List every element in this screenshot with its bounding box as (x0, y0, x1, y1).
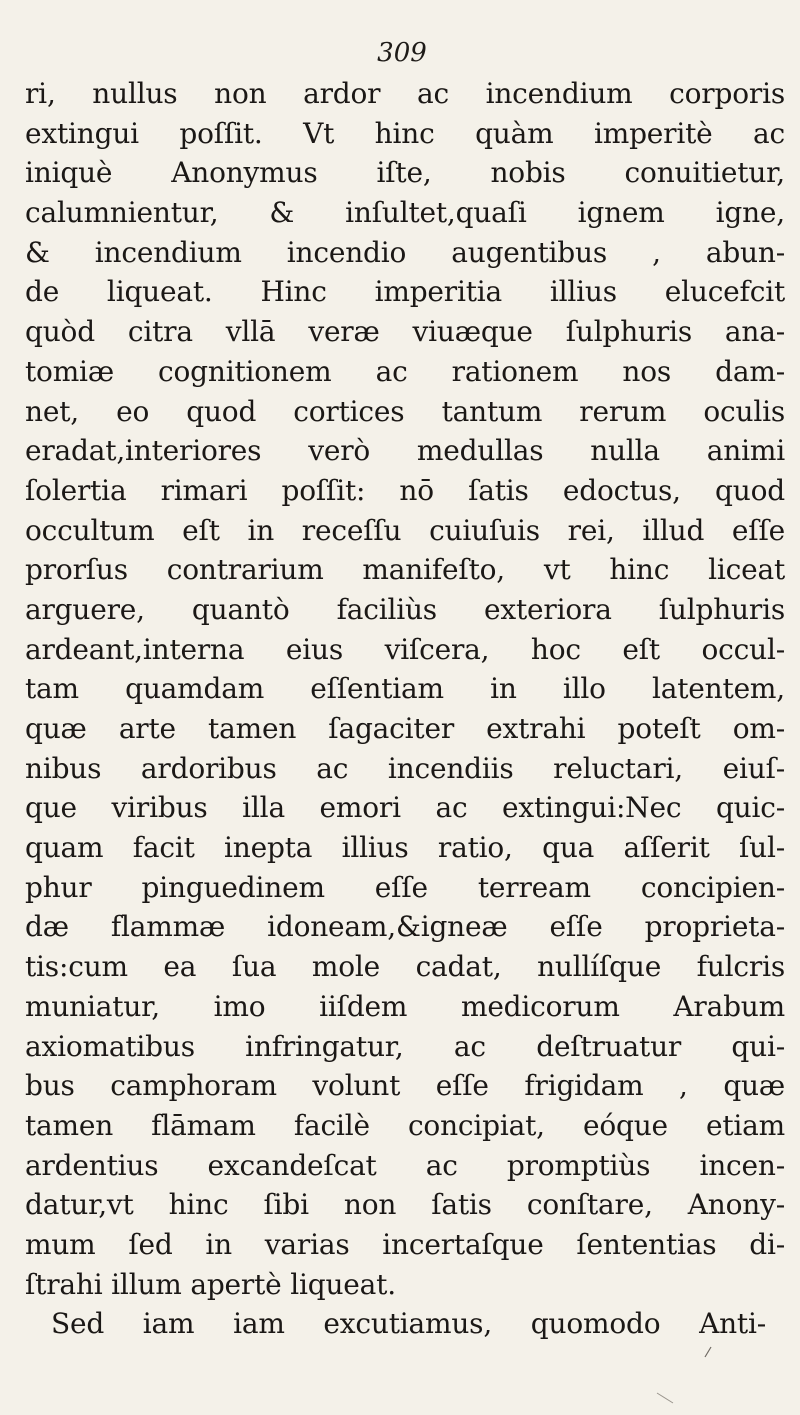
paragraph-start-line: Sed iam iam excutiamus, quomodo Anti- (51, 1307, 766, 1341)
text-line: ſolertia rimari poſſit: nō ſatis edoctus, quod (25, 473, 785, 507)
text-line: & incendium incendio augentibus , abun- (25, 235, 785, 269)
text-line: tis:cum ea ſua mole cadat, nullíſque fulcris (25, 950, 785, 984)
paragraph-end-line: ſtrahi illum apertè liqueat. (25, 1267, 396, 1301)
text-line: quòd citra vllā veræ viuæque ſulphuris ana- (25, 315, 785, 349)
text-line: calumnientur, & inſultet,quaſi ignem igne, (25, 196, 785, 230)
text-line: tamen flāmam facilè concipiat, eóque etiam (25, 1108, 785, 1142)
body-text (25, 74, 785, 1344)
page-number: 309 (377, 38, 427, 68)
text-line: arguere, quantò faciliùs exteriora ſulphuris (25, 592, 785, 626)
text-line: tomiæ cognitionem ac rationem nos dam- (25, 354, 785, 388)
text-line: eradat,interiores verò medullas nulla animi (25, 434, 785, 468)
text-line: iniquè Anonymus iſte, nobis conuitietur, (25, 156, 785, 190)
text-line: ardentius excandeſcat ac promptiùs incen- (25, 1148, 785, 1182)
text-line: ri, nullus non ardor ac incendium corporis (25, 77, 785, 110)
text-line: dæ flammæ idoneam,&igneæ eſſe proprieta- (25, 910, 785, 944)
text-line: ardeant,interna eius viſcera, hoc eſt occul- (25, 632, 785, 666)
text-line: net, eo quod cortices tantum rerum oculis (25, 394, 785, 428)
text-line: quam facit inepta illius ratio, qua aſſerit ſul- (25, 831, 785, 865)
text-line: bus camphoram volunt eſſe frigidam , quæ (25, 1069, 785, 1103)
text-line: extingui poſſit. Vt hinc quàm imperitè ac (25, 116, 785, 150)
text-line: axiomatibus infringatur, ac deſtruatur qui- (25, 1029, 785, 1063)
text-line: quæ arte tamen ſagaciter extrahi poteſt om- (25, 712, 785, 745)
text-line: prorſus contrarium manifeſto, vt hinc liceat (25, 553, 785, 587)
text-line: occultum eſt in receſſu cuiuſuis rei, illud eſſe (25, 513, 785, 547)
text-line: mum ſed in varias incertaſque ſententias di- (25, 1227, 785, 1261)
text-line: que viribus illa emori ac extingui:Nec quic- (25, 791, 785, 825)
text-line: de liqueat. Hinc imperitia illius elucefcit (25, 275, 785, 309)
text-line: tam quamdam eſſentiam in illo latentem, (25, 672, 785, 706)
text-line: muniatur, imo iiſdem medicorum Arabum (25, 989, 785, 1023)
text-line: datur,vt hinc ſibi non ſatis conſtare, Anony- (25, 1188, 785, 1222)
scan-artifact (655, 1345, 715, 1405)
text-line: nibus ardoribus ac incendiis reluctari, eiuſ- (25, 751, 785, 785)
text-line: phur pinguedinem eſſe terream concipien- (25, 870, 785, 904)
